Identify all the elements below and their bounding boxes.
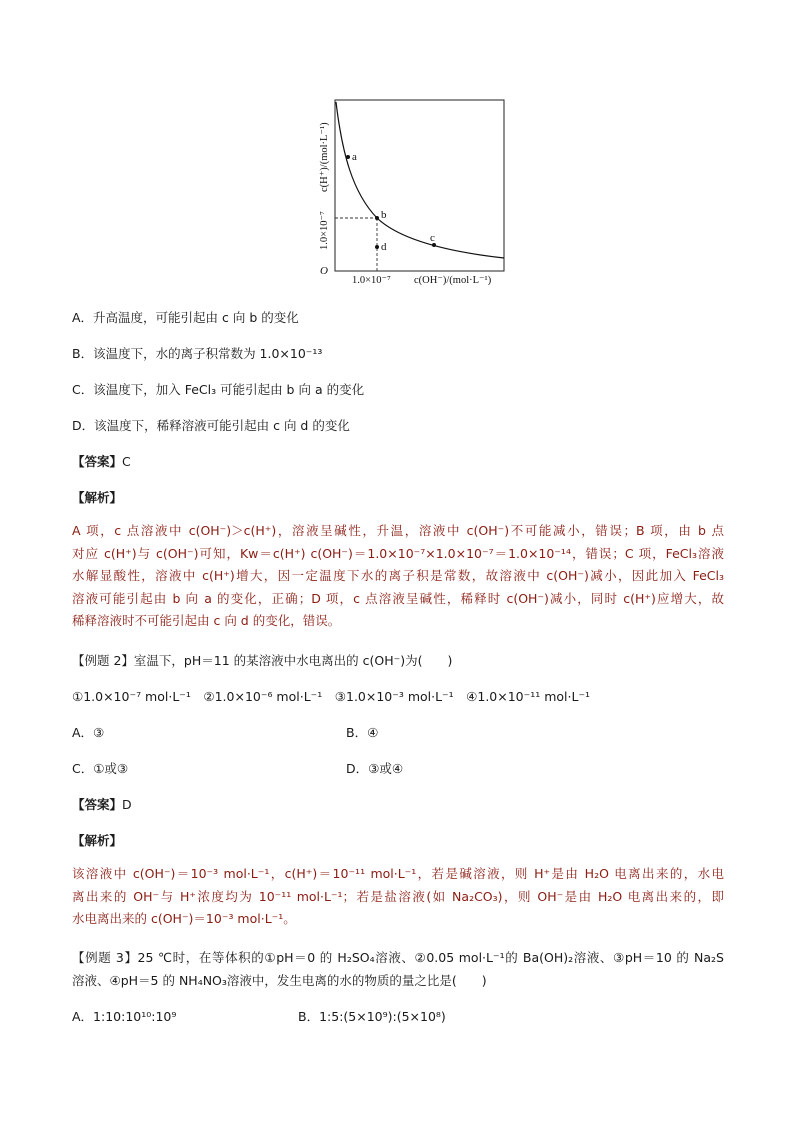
origin-label: O bbox=[320, 265, 328, 277]
ion-product-curve-figure bbox=[300, 92, 530, 292]
q3-title-line: 溶液、④pH＝5 的 NH₄NO₃溶液中，发生电离的水的物质的量之比是( ) bbox=[72, 972, 487, 988]
q2-analysis-line: 水电离出来的 c(OH⁻)＝10⁻³ mol·L⁻¹。 bbox=[72, 911, 296, 926]
point-c-label: c bbox=[430, 232, 435, 244]
q2-title: 【例题 2】室温下，pH＝11 的某溶液中水电离出的 c(OH⁻)为( ) bbox=[72, 653, 453, 668]
x-tick-label: 1.0×10⁻⁷ bbox=[352, 275, 391, 286]
q2-answer bbox=[72, 796, 132, 814]
q1-option-c: C．该温度下，加入 FeCl₃ 可能引起由 b 向 a 的变化 bbox=[72, 382, 365, 397]
q2-analysis-line: 离出来的 OH⁻与 H⁺浓度均为 10⁻¹¹ mol·L⁻¹；若是盐溶液(如 Na₂CO₃)，则 OH⁻是由 H₂O 电离出来的，即 bbox=[72, 888, 724, 904]
q3-option-a: A．1:10:10¹⁰:10⁹ bbox=[72, 1009, 177, 1024]
q2-choices: ①1.0×10⁻⁷ mol·L⁻¹ ②1.0×10⁻⁶ mol·L⁻¹ ③1.0×10⁻³ mol·L⁻¹ ④1.0×10⁻¹¹ mol·L⁻¹ bbox=[72, 689, 591, 704]
q1-answer-value: C bbox=[122, 454, 131, 469]
q2-analysis-label: 【解析】 bbox=[72, 833, 123, 848]
y-axis-label: c(H⁺)/(mol·L⁻¹) bbox=[319, 122, 330, 192]
q2-analysis bbox=[72, 863, 724, 931]
q2-option-d: D．③或④ bbox=[346, 761, 404, 776]
q3-title bbox=[72, 947, 724, 992]
point-d-marker bbox=[375, 245, 379, 249]
point-b-label: b bbox=[381, 209, 387, 221]
point-a-marker bbox=[346, 155, 350, 159]
y-tick-label: 1.0×10⁻⁷ bbox=[319, 211, 330, 250]
q1-analysis bbox=[72, 520, 724, 633]
q1-analysis-line: 对应 c(H⁺)与 c(OH⁻)可知，Kw＝c(H⁺) c(OH⁻)＝1.0×10⁻⁷×1.0×10⁻⁷＝1.0×10⁻¹⁴，错误；C 项，FeCl₃溶液 bbox=[72, 545, 724, 561]
point-a-label: a bbox=[352, 151, 357, 163]
q1-answer bbox=[72, 453, 131, 471]
figure-frame bbox=[335, 100, 504, 271]
q1-option-d: D．该温度下，稀释溶液可能引起由 c 向 d 的变化 bbox=[72, 418, 350, 433]
q1-analysis-line: 溶液可能引起由 b 向 a 的变化，正确；D 项，c 点溶液呈碱性，稀释时 c(OH⁻)减小，同时 c(H⁺)应增大，故 bbox=[72, 590, 724, 606]
q2-analysis-line: 该溶液中 c(OH⁻)＝10⁻³ mol·L⁻¹，c(H⁺)＝10⁻¹¹ mol·L⁻¹，若是碱溶液，则 H⁺是由 H₂O 电离出来的，水电 bbox=[72, 866, 724, 881]
point-b-marker bbox=[375, 216, 379, 220]
q1-analysis-line: 水解显酸性，溶液中 c(H⁺)增大，因一定温度下水的离子积是常数，故溶液中 c(OH⁻)减小，因此加入 FeCl₃ bbox=[72, 568, 724, 583]
q2-option-c: C．①或③ bbox=[72, 761, 129, 776]
x-axis-label: c(OH⁻)/(mol·L⁻¹) bbox=[414, 275, 492, 286]
q2-answer-value: D bbox=[122, 797, 132, 812]
q2-option-b: B．④ bbox=[346, 725, 379, 740]
q1-analysis-label: 【解析】 bbox=[72, 490, 123, 505]
q3-option-b: B．1:5:(5×10⁹):(5×10⁸) bbox=[298, 1009, 446, 1024]
q1-analysis-line: 稀释溶液时不可能引起由 c 向 d 的变化，错误。 bbox=[72, 613, 341, 628]
q1-analysis-line: A 项，c 点溶液中 c(OH⁻)＞c(H⁺)，溶液呈碱性，升温，溶液中 c(OH⁻)不可能减小，错误；B 项，由 b 点 bbox=[72, 523, 724, 538]
q2-answer-label: 【答案】 bbox=[72, 797, 123, 812]
q1-answer-label: 【答案】 bbox=[72, 454, 123, 469]
q3-title-line: 【例题 3】25 ℃时，在等体积的①pH＝0 的 H₂SO₄溶液、②0.05 mol·L⁻¹的 Ba(OH)₂溶液、③pH＝10 的 Na₂S bbox=[72, 950, 724, 965]
q1-option-b: B．该温度下，水的离子积常数为 1.0×10⁻¹³ bbox=[72, 346, 323, 361]
isotherm-curve bbox=[336, 102, 504, 258]
point-d-label: d bbox=[381, 241, 387, 253]
q1-option-a: A．升高温度，可能引起由 c 向 b 的变化 bbox=[72, 310, 299, 325]
q2-option-a: A．③ bbox=[72, 725, 105, 740]
